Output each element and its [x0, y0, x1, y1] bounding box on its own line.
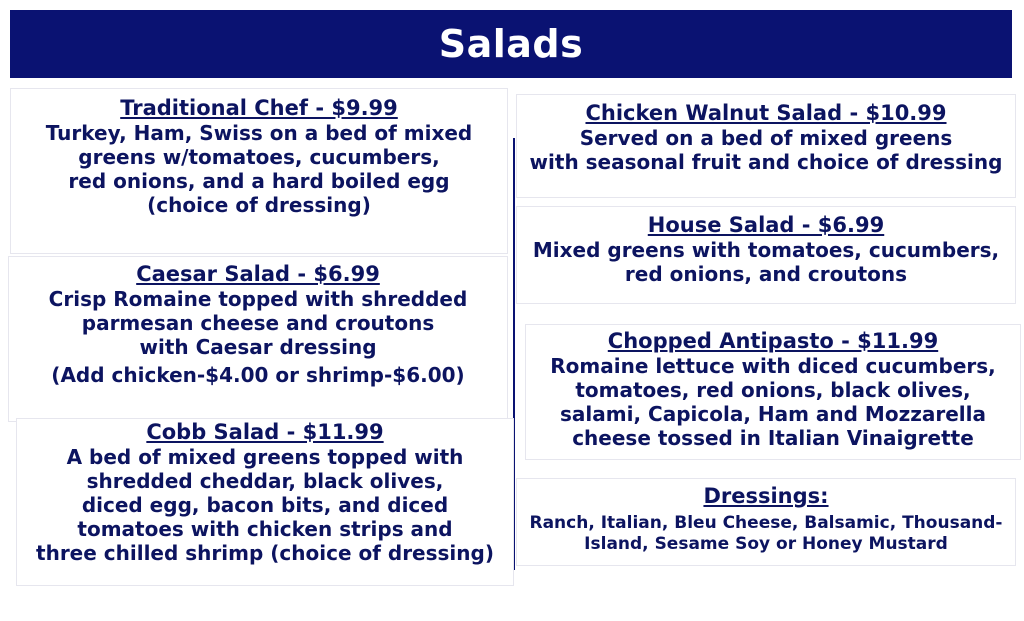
menu-item-caesar-salad [8, 256, 508, 422]
menu-item-desc-line: cheese tossed in Italian Vinaigrette [572, 426, 974, 450]
menu-item-desc-line: red onions, and croutons [624, 262, 908, 286]
menu-item-desc-line: diced egg, bacon bits, and diced [81, 493, 449, 517]
menu-item-title: House Salad - $6.99 [647, 213, 885, 237]
menu-item-desc-line: parmesan cheese and croutons [81, 311, 435, 335]
dressings-title: Dressings: [703, 484, 829, 508]
menu-item-title: Chicken Walnut Salad - $10.99 [585, 101, 947, 125]
menu-item-chopped-antipasto [525, 324, 1021, 460]
menu-item-desc-line: tomatoes, red onions, black olives, [575, 378, 971, 402]
menu-item-desc-line: with Caesar dressing [139, 335, 377, 359]
dressings-list-line: Ranch, Italian, Bleu Cheese, Balsamic, Thousand- [529, 513, 1003, 533]
menu-item-title: Traditional Chef - $9.99 [120, 96, 398, 120]
dressings-list-line: Island, Sesame Soy or Honey Mustard [584, 534, 948, 554]
menu-item-chicken-walnut-salad [516, 94, 1016, 198]
menu-item-desc-line: Mixed greens with tomatoes, cucumbers, [532, 238, 1000, 262]
menu-header-banner [10, 10, 1012, 78]
menu-item-desc-line: tomatoes with chicken strips and [77, 517, 453, 541]
menu-item-desc-line: (choice of dressing) [147, 193, 371, 217]
dressings-section [516, 478, 1016, 566]
menu-item-title: Cobb Salad - $11.99 [146, 420, 384, 444]
menu-item-desc-line: Served on a bed of mixed greens [579, 126, 953, 150]
menu-item-desc-line: Romaine lettuce with diced cucumbers, [550, 354, 996, 378]
menu-item-desc-line: (Add chicken-$4.00 or shrimp-$6.00) [51, 363, 465, 387]
menu-item-house-salad [516, 206, 1016, 304]
menu-item-desc-line: A bed of mixed greens topped with [66, 445, 464, 469]
menu-item-desc-line: three chilled shrimp (choice of dressing) [36, 541, 494, 565]
menu-item-title: Caesar Salad - $6.99 [136, 262, 380, 286]
menu-item-desc-line: shredded cheddar, black olives, [86, 469, 444, 493]
menu-item-desc-line: greens w/tomatoes, cucumbers, [78, 145, 440, 169]
menu-item-cobb-salad [16, 418, 514, 586]
menu-item-desc-line: Turkey, Ham, Swiss on a bed of mixed [45, 121, 473, 145]
menu-item-desc-line: red onions, and a hard boiled egg [68, 169, 450, 193]
menu-item-desc-line: salami, Capicola, Ham and Mozzarella [560, 402, 986, 426]
menu-item-title: Chopped Antipasto - $11.99 [607, 329, 939, 353]
menu-item-desc-line: Crisp Romaine topped with shredded [48, 287, 468, 311]
menu-item-desc-line: with seasonal fruit and choice of dressing [529, 150, 1003, 174]
page-title: Salads [438, 22, 584, 66]
menu-item-traditional-chef [10, 88, 508, 254]
